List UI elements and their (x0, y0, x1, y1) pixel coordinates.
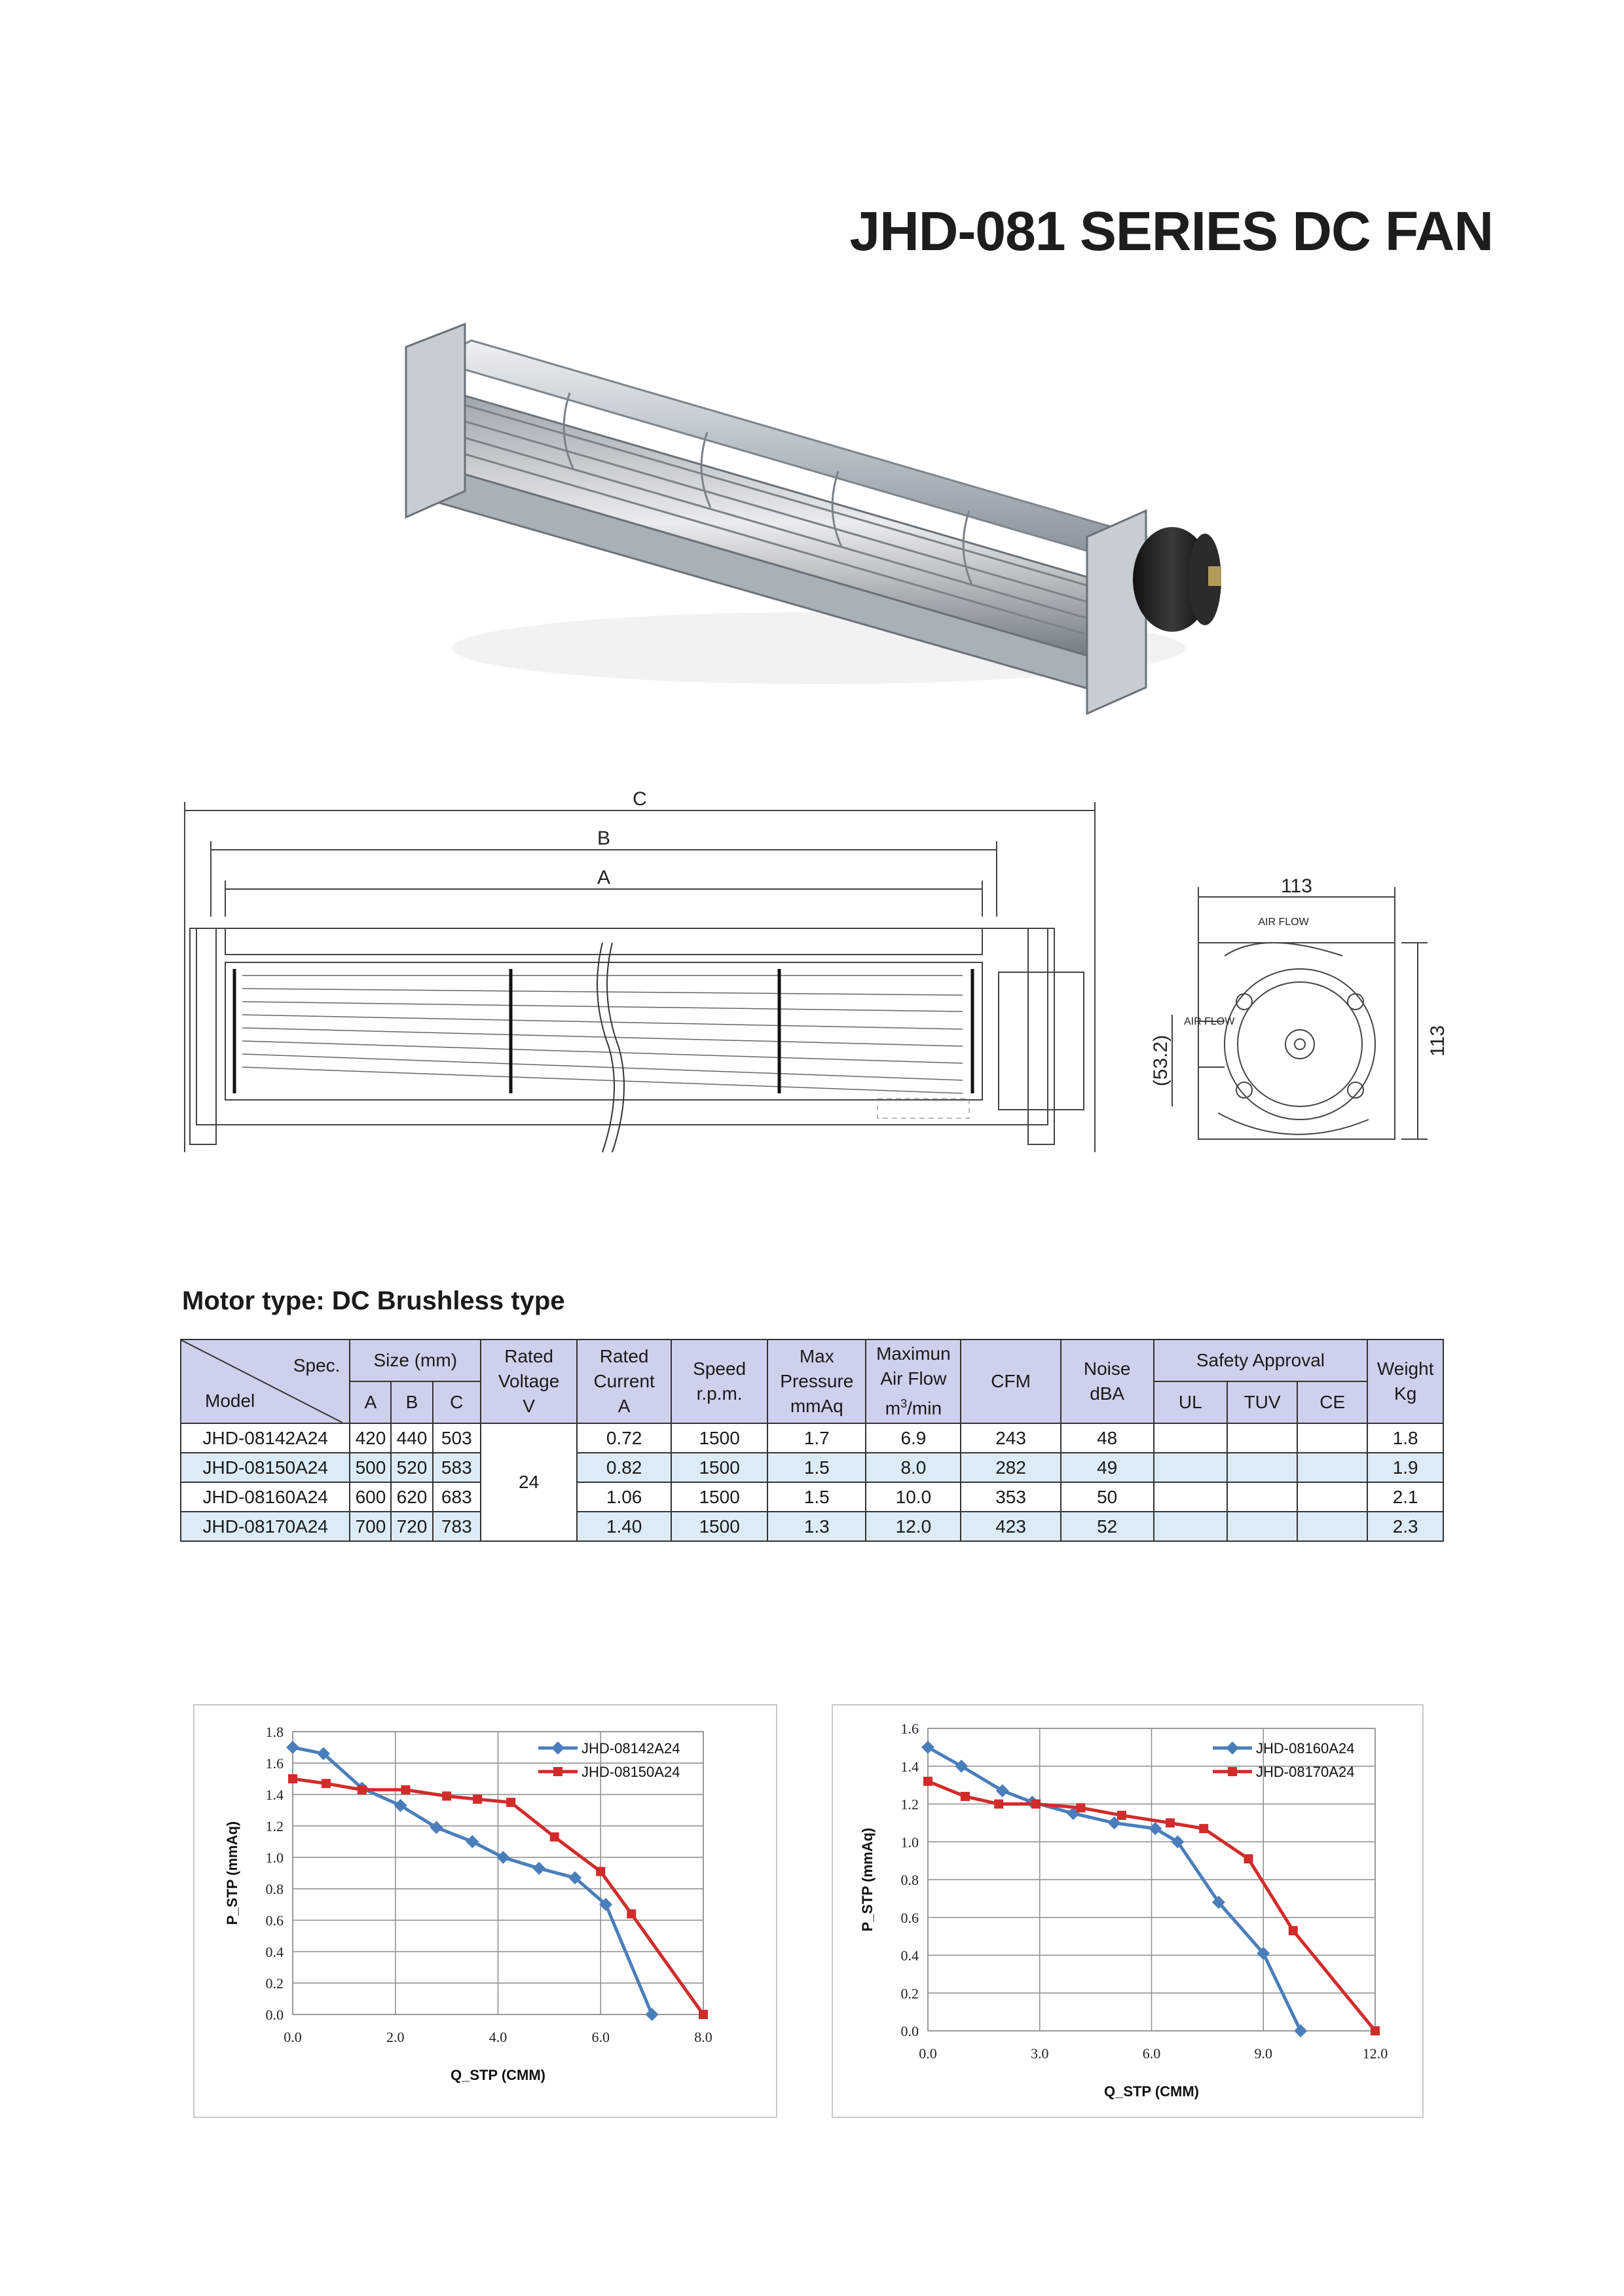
table-row: JHD-08150A24 500 520 583 0.82 1500 1.5 8.0 282 49 1.9 (181, 1453, 1443, 1482)
data-point (532, 1862, 545, 1875)
data-point (550, 1832, 559, 1842)
x-tick-label: 0.0 (284, 2029, 302, 2045)
data-point (286, 1741, 299, 1754)
outlet-label: (53.2) (1150, 1034, 1172, 1087)
y-tick-label: 1.2 (265, 1818, 284, 1834)
y-tick-label: 1.6 (900, 1721, 919, 1737)
table-row: JHD-08142A24 420 440 503 24 0.72 1500 1.7 6.9 243 48 1.8 (181, 1423, 1443, 1453)
data-point (506, 1798, 515, 1807)
dim-a-label: A (597, 867, 611, 888)
performance-chart-2 (832, 1704, 1424, 2118)
x-tick-label: 9.0 (1254, 2045, 1272, 2062)
data-point (596, 1867, 605, 1876)
data-point (358, 1785, 367, 1795)
y-tick-label: 1.8 (265, 1724, 284, 1740)
y-tick-label: 1.4 (900, 1758, 919, 1775)
data-point (923, 1777, 932, 1786)
end-width-label: 113 (1281, 875, 1312, 897)
y-tick-label: 0.0 (900, 2023, 919, 2039)
legend-marker (553, 1767, 563, 1776)
x-tick-label: 6.0 (591, 2029, 610, 2045)
y-tick-label: 0.2 (900, 1985, 919, 2002)
product-photo (393, 321, 1244, 727)
y-tick-label: 0.6 (265, 1912, 284, 1929)
data-point (646, 2008, 659, 2021)
voltage-value: 24 (481, 1423, 577, 1541)
col-c-header: C (433, 1381, 481, 1423)
y-tick-label: 1.0 (265, 1850, 284, 1866)
x-axis-label: Q_STP (CMM) (1103, 2083, 1200, 2100)
legend-label: JHD-08170A24 (1256, 1764, 1355, 1780)
motor-type-heading: Motor type: DC Brushless type (182, 1286, 565, 1315)
y-tick-label: 1.4 (265, 1787, 284, 1803)
data-point (1076, 1803, 1085, 1812)
data-point (1117, 1811, 1126, 1820)
data-point (466, 1835, 479, 1848)
x-tick-label: 12.0 (1362, 2045, 1388, 2062)
x-tick-label: 3.0 (1031, 2045, 1049, 2062)
safety-header: Safety Approval (1154, 1339, 1368, 1381)
legend-label: JHD-08142A24 (581, 1740, 680, 1757)
y-tick-label: 1.0 (900, 1834, 919, 1851)
end-view-drawing (1094, 871, 1460, 1159)
x-axis-label: Q_STP (CMM) (450, 2067, 546, 2083)
data-point (1031, 1800, 1041, 1809)
col-b-header: B (391, 1381, 432, 1423)
y-tick-label: 0.8 (265, 1881, 284, 1897)
data-point (1371, 2026, 1380, 2035)
performance-chart-1 (193, 1704, 777, 2118)
table-row: JHD-08170A24 700 720 783 1.40 1500 1.3 12.0 423 52 2.3 (181, 1512, 1443, 1541)
chart-2-svg (833, 1705, 1422, 2117)
legend-marker (551, 1741, 564, 1755)
data-point (961, 1792, 970, 1801)
spec-model-header (181, 1339, 350, 1423)
data-point (496, 1851, 509, 1864)
airflow-header: Maximun Air Flow $m^3/\min$ (866, 1339, 961, 1423)
spec-table (180, 1339, 1444, 1542)
data-point (699, 2010, 708, 2019)
model-label: Model (205, 1391, 255, 1411)
x-tick-label: 8.0 (694, 2029, 712, 2045)
speed-header: Speed r.p.m. (671, 1339, 767, 1423)
y-axis-label: P_STP (mmAq) (224, 1821, 240, 1925)
y-tick-label: 0.4 (900, 1947, 919, 1964)
legend-marker (1226, 1741, 1239, 1755)
x-tick-label: 6.0 (1142, 2045, 1161, 2062)
y-axis-label: P_STP (mmAq) (859, 1827, 876, 1932)
current-header: Rated Current A (577, 1339, 671, 1423)
weight-header: Weight Kg (1367, 1339, 1443, 1423)
y-tick-label: 0.6 (900, 1909, 919, 1926)
data-point (1289, 1926, 1298, 1935)
data-point (322, 1779, 331, 1788)
table-row: JHD-08160A24 600 620 683 1.06 1500 1.5 10.0 353 50 2.1 (181, 1482, 1443, 1512)
dim-b-label: B (597, 828, 611, 849)
spec-label: Spec. (293, 1355, 341, 1376)
data-point (1166, 1818, 1175, 1827)
dim-c-label: C (633, 788, 647, 810)
y-tick-label: 0.8 (900, 1872, 919, 1888)
ce-header: CE (1297, 1381, 1367, 1423)
chart-1-svg (194, 1705, 776, 2117)
size-header: Size (mm) (350, 1339, 481, 1381)
data-point (994, 1800, 1003, 1809)
noise-header: Noise dBA (1061, 1339, 1154, 1423)
series-line-1 (928, 1747, 1301, 2031)
data-point (921, 1741, 934, 1754)
airflow-side-label: AIR FLOW (1184, 1016, 1235, 1027)
data-point (473, 1795, 482, 1804)
voltage-header: Rated Voltage V (481, 1339, 577, 1423)
y-tick-label: 0.4 (265, 1944, 284, 1960)
x-tick-label: 4.0 (489, 2029, 507, 2045)
data-point (442, 1791, 451, 1800)
tuv-header: TUV (1227, 1381, 1297, 1423)
y-tick-label: 0.0 (265, 2007, 284, 2023)
page-title: JHD-081 SERIES DC FAN (849, 200, 1493, 262)
data-point (1244, 1854, 1253, 1863)
y-tick-label: 1.6 (265, 1755, 284, 1772)
data-point (401, 1785, 410, 1795)
col-a-header: A (350, 1381, 391, 1423)
ul-header: UL (1154, 1381, 1227, 1423)
pressure-header: Max Pressure mmAq (767, 1339, 866, 1423)
data-point (1199, 1824, 1208, 1833)
x-tick-label: 0.0 (919, 2045, 937, 2062)
y-tick-label: 1.2 (900, 1796, 919, 1813)
data-point (288, 1774, 297, 1783)
data-point (1294, 2024, 1307, 2037)
x-tick-label: 2.0 (386, 2029, 405, 2045)
side-view-drawing (170, 786, 1113, 1165)
data-point (627, 1909, 636, 1918)
end-height-label: 113 (1427, 1025, 1449, 1057)
legend-marker (1228, 1767, 1237, 1776)
airflow-top-label: AIR FLOW (1258, 917, 1309, 928)
legend-label: JHD-08150A24 (581, 1764, 680, 1780)
cfm-header: CFM (961, 1339, 1060, 1423)
legend-label: JHD-08160A24 (1256, 1740, 1355, 1757)
y-tick-label: 0.2 (265, 1975, 284, 1992)
